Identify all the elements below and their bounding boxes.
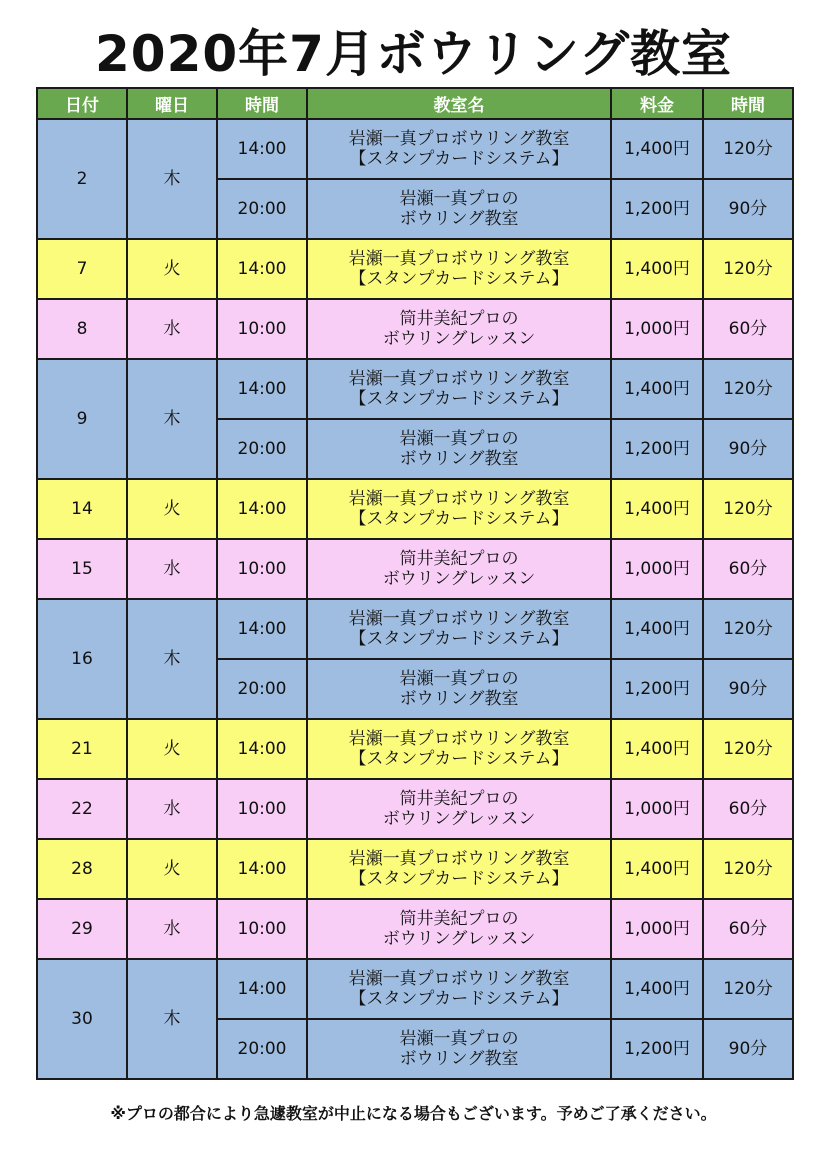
fee-cell: 1,200円 [611,659,703,719]
class-name-line1: 筒井美紀プロの [399,309,519,329]
duration-cell: 90分 [703,179,793,239]
time-cell: 14:00 [217,959,307,1019]
footnote: ※プロの都合により急遽教室が中止になる場合もございます。予めご了承ください。 [110,1104,717,1123]
weekday-cell: 火 [127,719,217,779]
class-name-cell [307,959,611,1019]
date-cell: 15 [37,539,127,599]
class-name-line1: 岩瀬一真プロボウリング教室 [348,129,570,149]
class-name-line1: 岩瀬一真プロボウリング教室 [348,249,570,269]
schedule-body [37,119,793,1079]
class-name-cell [307,299,611,359]
time-cell: 14:00 [217,359,307,419]
class-name-cell [307,839,611,899]
page-title: 2020年7月ボウリング教室 [95,25,732,83]
date-cell: 14 [37,479,127,539]
class-name-line2: 【スタンプカードシステム】 [349,749,569,769]
duration-cell: 120分 [703,119,793,179]
class-name-cell [307,719,611,779]
duration-cell: 120分 [703,359,793,419]
time-cell: 14:00 [217,479,307,539]
class-name-line2: 【スタンプカードシステム】 [349,869,569,889]
table-row [37,359,793,419]
class-name-line1: 岩瀬一真プロボウリング教室 [348,609,570,629]
class-name-line2: ボウリング教室 [399,209,519,229]
class-name-line1: 筒井美紀プロの [399,549,519,569]
header-time: 時間 [217,88,307,119]
class-name-cell [307,1019,611,1079]
table-row [37,899,793,959]
weekday-cell: 木 [127,119,217,239]
weekday-cell: 水 [127,299,217,359]
date-cell: 8 [37,299,127,359]
fee-cell: 1,200円 [611,1019,703,1079]
class-name-cell [307,359,611,419]
duration-cell: 120分 [703,599,793,659]
fee-cell: 1,000円 [611,779,703,839]
time-cell: 10:00 [217,299,307,359]
class-name-cell [307,419,611,479]
table-row [37,479,793,539]
duration-cell: 60分 [703,539,793,599]
class-name-line1: 岩瀬一真プロの [399,1029,519,1049]
fee-cell: 1,400円 [611,359,703,419]
time-cell: 20:00 [217,419,307,479]
duration-cell: 120分 [703,959,793,1019]
class-name-line2: ボウリングレッスン [382,569,536,589]
class-name-line2: 【スタンプカードシステム】 [349,149,569,169]
class-name-cell [307,539,611,599]
table-row [37,239,793,299]
class-name-line2: ボウリングレッスン [382,809,536,829]
weekday-cell: 火 [127,239,217,299]
class-name-line1: 岩瀬一真プロボウリング教室 [348,969,570,989]
table-row [37,959,793,1019]
header-date: 日付 [37,88,127,119]
class-name-line2: ボウリングレッスン [382,329,536,349]
time-cell: 14:00 [217,119,307,179]
duration-cell: 60分 [703,779,793,839]
class-name-line2: 【スタンプカードシステム】 [349,989,569,1009]
class-name-cell [307,479,611,539]
table-row [37,599,793,659]
weekday-cell: 火 [127,839,217,899]
date-cell: 29 [37,899,127,959]
fee-cell: 1,400円 [611,479,703,539]
time-cell: 14:00 [217,599,307,659]
duration-cell: 90分 [703,419,793,479]
weekday-cell: 水 [127,899,217,959]
date-cell: 28 [37,839,127,899]
weekday-cell: 木 [127,959,217,1079]
class-name-line2: 【スタンプカードシステム】 [349,629,569,649]
class-name-line1: 筒井美紀プロの [399,789,519,809]
time-cell: 14:00 [217,839,307,899]
time-cell: 10:00 [217,899,307,959]
fee-cell: 1,400円 [611,119,703,179]
duration-cell: 120分 [703,479,793,539]
date-cell: 30 [37,959,127,1079]
fee-cell: 1,400円 [611,599,703,659]
date-cell: 7 [37,239,127,299]
class-name-line2: ボウリング教室 [399,1049,519,1069]
fee-cell: 1,400円 [611,959,703,1019]
date-cell: 21 [37,719,127,779]
fee-cell: 1,000円 [611,899,703,959]
table-row [37,839,793,899]
class-name-cell [307,179,611,239]
weekday-cell: 水 [127,779,217,839]
duration-cell: 90分 [703,659,793,719]
time-cell: 20:00 [217,659,307,719]
class-name-line1: 岩瀬一真プロボウリング教室 [348,849,570,869]
class-name-line2: ボウリングレッスン [382,929,536,949]
header-weekday: 曜日 [127,88,217,119]
duration-cell: 90分 [703,1019,793,1079]
table-row [37,719,793,779]
weekday-cell: 木 [127,359,217,479]
time-cell: 10:00 [217,539,307,599]
header-class-name: 教室名 [307,88,611,119]
duration-cell: 120分 [703,239,793,299]
class-name-line1: 岩瀬一真プロの [399,429,519,449]
weekday-cell: 木 [127,599,217,719]
class-name-line1: 岩瀬一真プロボウリング教室 [348,729,570,749]
date-cell: 2 [37,119,127,239]
class-name-line2: 【スタンプカードシステム】 [349,389,569,409]
class-name-line2: ボウリング教室 [399,449,519,469]
date-cell: 22 [37,779,127,839]
class-name-line1: 筒井美紀プロの [399,909,519,929]
header-duration: 時間 [703,88,793,119]
duration-cell: 60分 [703,899,793,959]
class-name-cell [307,779,611,839]
table-row [37,299,793,359]
fee-cell: 1,000円 [611,539,703,599]
time-cell: 10:00 [217,779,307,839]
time-cell: 14:00 [217,719,307,779]
date-cell: 16 [37,599,127,719]
duration-cell: 120分 [703,839,793,899]
class-name-line2: 【スタンプカードシステム】 [349,269,569,289]
class-name-cell [307,659,611,719]
fee-cell: 1,000円 [611,299,703,359]
class-name-line1: 岩瀬一真プロボウリング教室 [348,369,570,389]
class-name-line2: 【スタンプカードシステム】 [349,509,569,529]
weekday-cell: 火 [127,479,217,539]
time-cell: 14:00 [217,239,307,299]
fee-cell: 1,200円 [611,179,703,239]
fee-cell: 1,200円 [611,419,703,479]
time-cell: 20:00 [217,179,307,239]
table-row [37,119,793,179]
table-header-row [37,88,793,119]
table-row [37,779,793,839]
fee-cell: 1,400円 [611,239,703,299]
class-name-cell [307,239,611,299]
fee-cell: 1,400円 [611,839,703,899]
duration-cell: 60分 [703,299,793,359]
class-name-line1: 岩瀬一真プロの [399,669,519,689]
date-cell: 9 [37,359,127,479]
schedule-table [36,87,794,1080]
fee-cell: 1,400円 [611,719,703,779]
duration-cell: 120分 [703,719,793,779]
class-name-cell [307,599,611,659]
class-name-line1: 岩瀬一真プロボウリング教室 [348,489,570,509]
class-name-line1: 岩瀬一真プロの [399,189,519,209]
header-fee: 料金 [611,88,703,119]
table-row [37,539,793,599]
class-name-cell [307,119,611,179]
class-name-cell [307,899,611,959]
class-name-line2: ボウリング教室 [399,689,519,709]
time-cell: 20:00 [217,1019,307,1079]
weekday-cell: 水 [127,539,217,599]
